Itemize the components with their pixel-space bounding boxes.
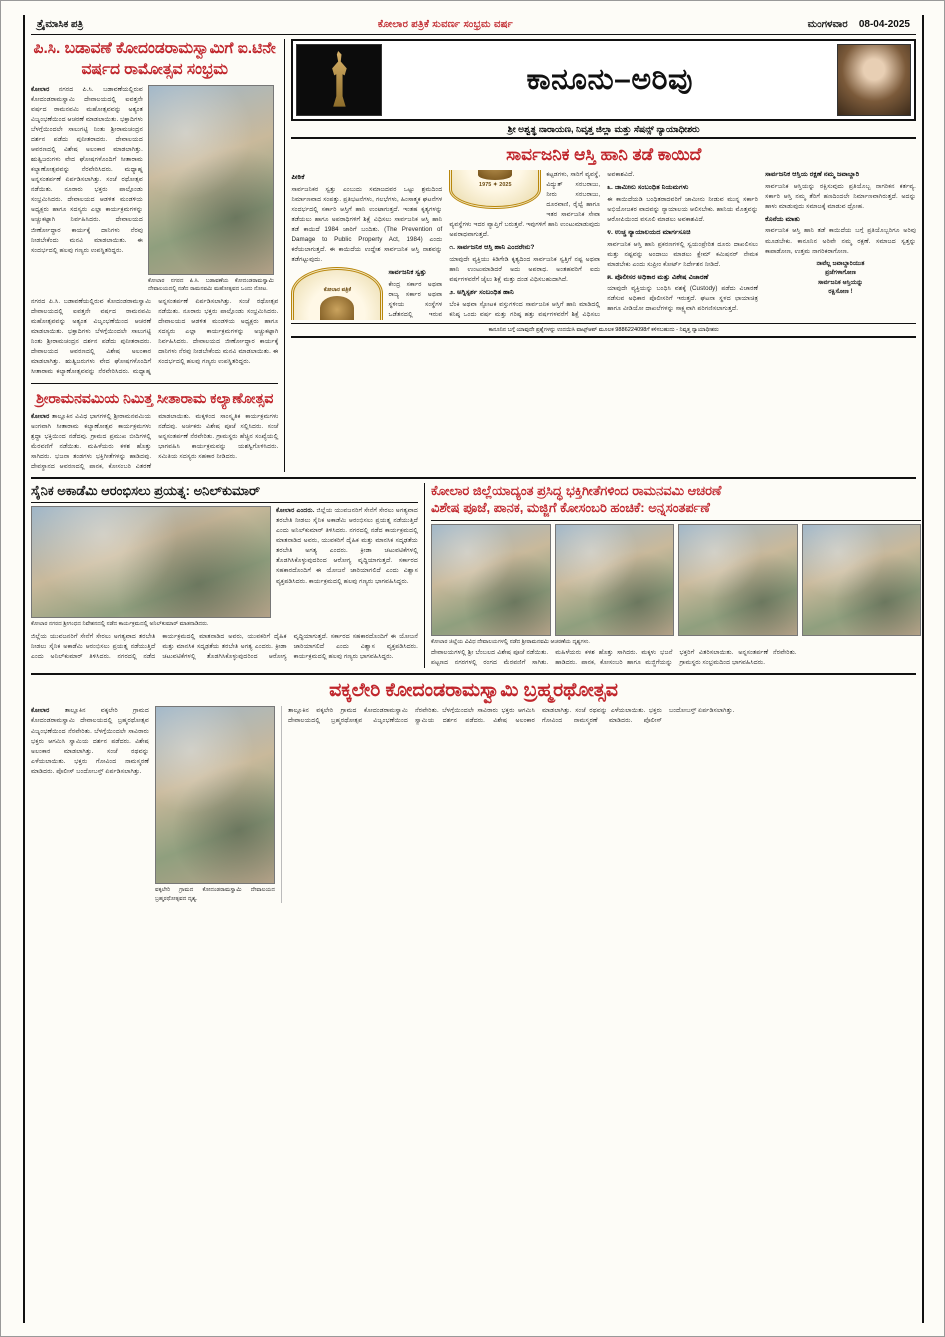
top-section	[31, 39, 916, 472]
story3-photo-caption: ಕೋಲಾರ ನಗರದ ಶ್ರೀಗಂಧದ ನಿವೇಶನದಲ್ಲಿ ನಡೆದ ಕಾರ್ಯಕ್ರಮದಲ್ಲಿ ಅನಿಲ್‌ಕುಮಾರ್ ಮಾತನಾಡಿದರು.	[31, 621, 209, 628]
story4-photo-3	[678, 524, 798, 636]
story5-block	[31, 706, 916, 903]
section-text-4: ಈ ಕಾಯಿದೆಯಡಿ ಬಂಧಿತರಾದವರಿಗೆ ಜಾಮೀನು ನೀಡುವ ಮುನ್ನ ಸರ್ಕಾರಿ ಅಭಿಯೋಜಕರ ವಾದವನ್ನು ನ್ಯಾಯಾಲಯ ಆಲಿಸಬೇಕು. ಹಾನಿಯ ಮೊತ್ತವನ್ನು ಆರೋಪಿಯಿಂದ ವಸೂಲಿ ಮಾಡಲು ಅವಕಾಶವಿದೆ.	[607, 195, 759, 223]
kanoonu-title: ಕಾನೂನು–ಅರಿವು	[526, 63, 693, 96]
author-portrait	[837, 44, 911, 116]
story2-body-text: ತಾಲ್ಲೂಕಿನ ವಿವಿಧ ಭಾಗಗಳಲ್ಲಿ ಶ್ರೀರಾಮನವಮಿಯ ಅಂಗವಾಗಿ ಸೀತಾರಾಮ ಕಲ್ಯಾಣೋತ್ಸವ ಕಾರ್ಯಕ್ರಮಗಳು ಶ್ರದ್ಧಾ ಭಕ್ತಿಯಿಂದ ನಡೆದವು. ಗ್ರಾಮದ ಪ್ರಮುಖ ಬೀದಿಗಳಲ್ಲಿ ಮೆರವಣಿಗೆ ನಡೆಯಿತು. ಮಹಿಳೆಯರು ಕಳಶ ಹೊತ್ತು ಸಾಗಿದರು. ಭಜನಾ ತಂಡಗಳು ಭಕ್ತಿಗೀತೆಗಳನ್ನು ಹಾಡಿದವು. ದೇವಸ್ಥಾನದ ಆವರಣದಲ್ಲಿ ಪಾನಕ, ಕೋಸಂಬರಿ ವಿತರಣೆ ಮಾಡಲಾಯಿತು. ಮಕ್ಕಳಿಂದ ಸಾಂಸ್ಕೃತಿಕ ಕಾರ್ಯಕ್ರಮಗಳು ನಡೆದವು. ಅರ್ಚಕರು ವಿಶೇಷ ಪೂಜೆ ಸಲ್ಲಿಸಿದರು. ಸಂಜೆ ಅನ್ನಸಂತರ್ಪಣೆ ನೆರವೇರಿತು. ಗ್ರಾಮಸ್ಥರು ಹೆಚ್ಚಿನ ಸಂಖ್ಯೆಯಲ್ಲಿ ಭಾಗವಹಿಸಿ ಕಾರ್ಯಕ್ರಮವನ್ನು ಯಶಸ್ವಿಗೊಳಿಸಿದರು. ಸಮಿತಿಯ ಸದಸ್ಯರು ಸಹಕಾರ ನೀಡಿದರು.	[31, 412, 279, 471]
story3-headline: ಸೈನಿಕ ಅಕಾಡೆಮಿ ಆರಂಭಿಸಲು ಪ್ರಯತ್ನ: ಅನಿಲ್‌ಕುಮಾರ್	[31, 483, 261, 499]
story5-body-text: ತಾಲ್ಲೂಕಿನ ವಕ್ಕಲೇರಿ ಗ್ರಾಮದ ಕೋದಂಡರಾಮಸ್ವಾಮಿ ದೇವಾಲಯದಲ್ಲಿ ಬ್ರಹ್ಮರಥೋತ್ಸವ ವಿಜೃಂಭಣೆಯಿಂದ ನೆರವೇರಿತು. ಬೆಳಗ್ಗೆಯಿಂದಲೇ ಸಾವಿರಾರು ಭಕ್ತರು ಆಗಮಿಸಿ ಸ್ವಾಮಿಯ ದರ್ಶನ ಪಡೆದರು. ವಿಶೇಷ ಅಲಂಕಾರ ಮಾಡಲಾಗಿತ್ತು. ಸಂಜೆ ರಥವನ್ನು ಎಳೆಯಲಾಯಿತು. ಭಕ್ತರು ಗೋವಿಂದ ನಾಮಸ್ಮರಣೆ ಮಾಡಿದರು. ಪೊಲೀಸ್ ಬಂದೋಬಸ್ತ್ ಏರ್ಪಡಿಸಲಾಗಿತ್ತು.	[31, 707, 149, 775]
story5-body-left	[31, 706, 149, 776]
story1-headline: ಪಿ.ಸಿ. ಬಡಾವಣೆ ಕೋದಂಡರಾಮಸ್ವಾಮಿಗೆ ಐ.ಟಿನೇ ವರ್ಷದ ರಾಮೋತ್ಸವ ಸಂಭ್ರಮ	[33, 40, 276, 78]
section-text-1: ಕೇಂದ್ರ ಸರ್ಕಾರ ಅಥವಾ ರಾಜ್ಯ ಸರ್ಕಾರ ಅಥವಾ ಸ್ಥಳೀಯ ಸಂಸ್ಥೆಗಳ ಒಡೆತನದಲ್ಲಿ ಇರುವ ಕಟ್ಟಡಗಳು, ಸಾರಿಗೆ ವ್ಯವಸ್ಥೆ, ವಿದ್ಯುತ್ ಸರಬರಾಜು, ನೀರು ಸರಬರಾಜು, ದೂರವಾಣಿ, ರೈಲ್ವೆ ಹಾಗೂ ಇತರ ಸಾರ್ವಜನಿಕ ಸೇವಾ ವ್ಯವಸ್ಥೆಗಳು ಇದರ ವ್ಯಾಪ್ತಿಗೆ ಬರುತ್ತವೆ. ಇವುಗಳಿಗೆ ಹಾನಿ ಉಂಟುಮಾಡುವುದು ಅಪರಾಧವಾಗುತ್ತದೆ.	[388, 171, 601, 318]
signature-line-1: ಪ್ರಜೆಗಳಾಗೋಣ	[825, 270, 856, 277]
left-column	[31, 39, 278, 472]
story4-headline-line1: ಕೋಲಾರ ಜಿಲ್ಲೆಯಾದ್ಯಂತ ಪ್ರಸಿದ್ಧ ಭಕ್ತಿಗೀತೆಗಳಿಂದ ರಾಮನವಮಿ ಆಚರಣೆ	[431, 483, 722, 499]
story4-body: ದೇವಾಲಯಗಳಲ್ಲಿ ಶ್ರೀ ಬೆಂಬಲದ ವಿಶೇಷ ಪೂಜೆ ನಡೆಯಿತು. ಪಟ್ಟಣದ ನಗರಗಳಲ್ಲಿ ರಂಗದ ಮೆರವಣಿಗೆ ಸಾಗಿತು. ಮಹಿಳೆಯರು ಕಳಶ ಹೊತ್ತು ಸಾಗಿದರು. ಮಕ್ಕಳು ಭಜನೆ ಹಾಡಿದರು. ಪಾನಕ, ಕೋಸಂಬರಿ ಹಾಗೂ ಮಜ್ಜಿಗೆಯನ್ನು ಭಕ್ತರಿಗೆ ವಿತರಿಸಲಾಯಿತು. ಅನ್ನಸಂತರ್ಪಣೆ ನೆರವೇರಿತು. ಗ್ರಾಮಸ್ಥರು ಸಂಭ್ರಮದಿಂದ ಭಾಗವಹಿಸಿದರು.	[431, 649, 797, 667]
section-text-5: ಸಾರ್ವಜನಿಕ ಆಸ್ತಿ ಹಾನಿ ಪ್ರಕರಣಗಳಲ್ಲಿ ಸ್ವಯಂಪ್ರೇರಿತ ದೂರು ದಾಖಲಿಸಲು ಮತ್ತು ನಷ್ಟವನ್ನು ಅಂದಾಜು ಮಾಡಲು ಕ್ಲೇಮ್ ಕಮಿಷನರ್ ನೇಮಕ ಮಾಡಬೇಕು ಎಂದು ಸುಪ್ರೀಂ ಕೋರ್ಟ್ ನಿರ್ದೇಶನ ನೀಡಿದೆ.	[607, 240, 759, 268]
story1-photo-caption: ಕೋಲಾರ ನಗರದ ಪಿ.ಸಿ. ಬಡಾವಣೆಯ ಕೋದಂಡರಾಮಸ್ವಾಮಿ ದೇವಾಲಯದಲ್ಲಿ ನಡೆದ ರಾಮನವಮಿ ಮಹೋತ್ಸವದ ಒಂದು ನೋಟ.	[148, 277, 274, 293]
masthead	[31, 15, 916, 35]
kanoonu-article-title: ಸಾರ್ವಜನಿಕ ಆಸ್ತಿ ಹಾನಿ ತಡೆ ಕಾಯಿದೆ	[506, 145, 702, 164]
story4-photo-2	[555, 524, 675, 636]
story3-dateline: ಕೋಲಾರ ಎಂದರು.	[276, 507, 315, 515]
story5-headline: ವಕ್ಕಲೇರಿ ಕೋದಂಡರಾಮಸ್ವಾಮಿ ಬ್ರಹ್ಮರಥೋತ್ಸವ	[31, 673, 916, 706]
middle-section	[31, 477, 916, 668]
story5-body-continued: ತಾಲ್ಲೂಕಿನ ವಕ್ಕಲೇರಿ ಗ್ರಾಮದ ಕೋದಂಡರಾಮಸ್ವಾಮಿ ದೇವಾಲಯದಲ್ಲಿ ಬ್ರಹ್ಮರಥೋತ್ಸವ ವಿಜೃಂಭಣೆಯಿಂದ ನೆರವೇರಿತು. ಬೆಳಗ್ಗೆಯಿಂದಲೇ ಸಾವಿರಾರು ಭಕ್ತರು ಆಗಮಿಸಿ ಸ್ವಾಮಿಯ ದರ್ಶನ ಪಡೆದರು. ವಿಶೇಷ ಅಲಂಕಾರ ಮಾಡಲಾಗಿತ್ತು. ಸಂಜೆ ರಥವನ್ನು ಎಳೆಯಲಾಯಿತು. ಭಕ್ತರು ಗೋವಿಂದ ನಾಮಸ್ಮರಣೆ ಮಾಡಿದರು. ಪೊಲೀಸ್ ಬಂದೋಬಸ್ತ್ ಏರ್ಪಡಿಸಲಾಗಿತ್ತು.	[288, 707, 735, 725]
story2-dateline: ಕೋಲಾರ	[31, 412, 50, 420]
story3-block	[31, 483, 418, 668]
story4-photo-row	[431, 524, 921, 636]
section-text-2: ಯಾವುದೇ ವ್ಯಕ್ತಿಯು ಕಿಡಿಗೇಡಿ ಕೃತ್ಯದಿಂದ ಸಾರ್ವಜನಿಕ ಸ್ವತ್ತಿಗೆ ನಷ್ಟ ಅಥವಾ ಹಾನಿ ಉಂಟುಮಾಡಿದರೆ ಅದು ಅಪರಾಧ. ಅಂತಹವರಿಗೆ ಐದು ವರ್ಷಗಳವರೆಗೆ ಜೈಲು ಶಿಕ್ಷೆ ಮತ್ತು ದಂಡ ವಿಧಿಸಬಹುದಾಗಿದೆ.	[449, 256, 601, 284]
story3-photo	[31, 506, 271, 618]
section-heading-1: ಸಾರ್ವಜನಿಕ ಸ್ವತ್ತು	[388, 269, 427, 277]
section-text-7: ಸಾರ್ವಜನಿಕ ಆಸ್ತಿಯನ್ನು ರಕ್ಷಿಸುವುದು ಪ್ರತಿಯೊಬ್ಬ ನಾಗರಿಕನ ಕರ್ತವ್ಯ. ಸರ್ಕಾರಿ ಆಸ್ತಿ ನಮ್ಮ ತೆರಿಗೆ ಹಣದಿಂದಲೇ ನಿರ್ಮಾಣವಾಗಿರುತ್ತದೆ. ಅದನ್ನು ಹಾಳು ಮಾಡುವುದು ಸಮಾಜಕ್ಕೆ ಮಾಡುವ ದ್ರೋಹ.	[765, 182, 916, 210]
story4-headline-line2: ವಿಶೇಷ ಪೂಜೆ, ಪಾನಕ, ಮಜ್ಜಿಗೆ ಕೋಸಂಬರಿ ಹಂಚಿಕೆ: ಅನ್ನಸಂತರ್ಪಣೆ	[431, 500, 710, 516]
story5-photo	[155, 706, 275, 884]
story1-body-part1	[31, 85, 143, 256]
story4-block	[424, 483, 921, 668]
page-inner	[23, 15, 924, 1323]
section-heading-8: ಕೊನೆಯ ಮಾತು	[765, 215, 800, 223]
signature-line-2: ಸಾರ್ವಜನಿಕ ಆಸ್ತಿಯನ್ನು	[817, 279, 864, 286]
story2-body	[31, 412, 278, 472]
logo-line1: ಕೋಲಾರ ಪತ್ರಿಕೆ	[323, 287, 352, 294]
story2-headline: ಶ್ರೀರಾಮನವಮಿಯ ನಿಮಿತ್ತ ಸೀತಾರಾಮ ಕಲ್ಯಾಣೋತ್ಸವ	[31, 383, 278, 408]
section-text-8: ಸಾರ್ವಜನಿಕ ಆಸ್ತಿ ಹಾನಿ ತಡೆ ಕಾಯಿದೆಯ ಬಗ್ಗೆ ಪ್ರತಿಯೊಬ್ಬರಿಗೂ ಅರಿವು ಮೂಡಬೇಕು. ಕಾನೂನಿನ ಅರಿವೇ ನಮ್ಮ ರಕ್ಷಣೆ. ಸಮಾಜದ ಸ್ವತ್ತನ್ನು ಕಾಪಾಡೋಣ, ಉತ್ತಮ ನಾಗರಿಕರಾಗೋಣ.	[765, 227, 916, 255]
section-heading-6: ೫. ಪೊಲೀಸರ ಅಧಿಕಾರ ಮತ್ತು ವಿಶೇಷ ವಿಚಾರಣೆ	[607, 273, 709, 281]
justice-statue-icon	[296, 44, 382, 116]
section-heading-7: ಸಾರ್ವಜನಿಕ ಆಸ್ತಿಯ ರಕ್ಷಣೆ ನಮ್ಮ ಜವಾಬ್ದಾರಿ	[765, 171, 860, 178]
section-text-3: ಬೆಂಕಿ ಅಥವಾ ಸ್ಫೋಟಕ ವಸ್ತುಗಳಿಂದ ಸಾರ್ವಜನಿಕ ಆಸ್ತಿಗೆ ಹಾನಿ ಮಾಡಿದಲ್ಲಿ ಕನಿಷ್ಠ ಒಂದು ವರ್ಷ ಮತ್ತು ಗರಿಷ್ಠ ಹತ್ತು ವರ್ಷಗಳವರೆಗೆ ಶಿಕ್ಷೆ ವಿಧಿಸಲು ಅವಕಾಶವಿದೆ.	[449, 171, 635, 318]
kanoonu-banner	[291, 39, 916, 121]
masthead-day: ಮಂಗಳವಾರ	[807, 18, 848, 30]
story1-body-text: ನಗರದ ಪಿ.ಸಿ. ಬಡಾವಣೆಯಲ್ಲಿರುವ ಕೋದಂಡರಾಮಸ್ವಾಮಿ ದೇವಾಲಯದಲ್ಲಿ ಐವತ್ತನೇ ವರ್ಷದ ರಾಮನವಮಿ ಮಹೋತ್ಸವವನ್ನು ಅತ್ಯಂತ ವಿಜೃಂಭಣೆಯಿಂದ ಆಚರಣೆ ಮಾಡಲಾಯಿತು. ಭಕ್ತಾದಿಗಳು ಬೆಳಗ್ಗೆಯಿಂದಲೇ ಸಾಲುಗಟ್ಟಿ ನಿಂತು ಶ್ರೀರಾಮಚಂದ್ರನ ದರ್ಶನ ಪಡೆದು ಪುನೀತರಾದರು. ದೇವಾಲಯದ ಆವರಣದಲ್ಲಿ ವಿಶೇಷ ಅಲಂಕಾರ ಮಾಡಲಾಗಿತ್ತು. ಋತ್ವಿಜರುಗಳು ವೇದ ಘೋಷಗಳೊಂದಿಗೆ ಸೀತಾರಾಮ ಕಲ್ಯಾಣೋತ್ಸವವನ್ನು ನೆರವೇರಿಸಿದರು. ಮಧ್ಯಾಹ್ನ ಅನ್ನಸಂತರ್ಪಣೆ ಏರ್ಪಡಿಸಲಾಗಿತ್ತು. ಸಂಜೆ ರಥೋತ್ಸವ ನಡೆಯಿತು. ನೂರಾರು ಭಕ್ತರು ಪಾಲ್ಗೊಂಡು ಸಂಭ್ರಮಿಸಿದರು. ದೇವಾಲಯದ ಆಡಳಿತ ಮಂಡಳಿಯ ಅಧ್ಯಕ್ಷರು ಹಾಗೂ ಸದಸ್ಯರು ಎಲ್ಲಾ ಕಾರ್ಯಕ್ರಮಗಳನ್ನು ಅಚ್ಚುಕಟ್ಟಾಗಿ ನಿರ್ವಹಿಸಿದರು. ದೇವಾಲಯದ ಜೀರ್ಣೋದ್ಧಾರ ಕಾರ್ಯಕ್ಕೆ ದಾನಿಗಳು ನೆರವು ನೀಡಬೇಕೆಂದು ಮನವಿ ಮಾಡಲಾಯಿತು. ಈ ಸಂದರ್ಭದಲ್ಲಿ ಹಲವು ಗಣ್ಯರು ಉಪಸ್ಥಿತರಿದ್ದರು.	[31, 85, 143, 254]
masthead-date-value: 08-04-2025	[858, 18, 910, 30]
story4-photo-caption: ಕೋಲಾರ ಜಿಲ್ಲೆಯ ವಿವಿಧ ದೇವಾಲಯಗಳಲ್ಲಿ ನಡೆದ ಶ್ರೀರಾಮನವಮಿ ಆಚರಣೆಯ ದೃಶ್ಯಗಳು.	[431, 638, 590, 645]
story3-body	[276, 506, 418, 586]
kanoonu-column	[284, 39, 916, 472]
story1-body-continued: ನಗರದ ಪಿ.ಸಿ. ಬಡಾವಣೆಯಲ್ಲಿರುವ ಕೋದಂಡರಾಮಸ್ವಾಮಿ ದೇವಾಲಯದಲ್ಲಿ ಐವತ್ತನೇ ವರ್ಷದ ರಾಮನವಮಿ ಮಹೋತ್ಸವವನ್ನು ಅತ್ಯಂತ ವಿಜೃಂಭಣೆಯಿಂದ ಆಚರಣೆ ಮಾಡಲಾಯಿತು. ಭಕ್ತಾದಿಗಳು ಬೆಳಗ್ಗೆಯಿಂದಲೇ ಸಾಲುಗಟ್ಟಿ ನಿಂತು ಶ್ರೀರಾಮಚಂದ್ರನ ದರ್ಶನ ಪಡೆದು ಪುನೀತರಾದರು. ದೇವಾಲಯದ ಆವರಣದಲ್ಲಿ ವಿಶೇಷ ಅಲಂಕಾರ ಮಾಡಲಾಗಿತ್ತು. ಋತ್ವಿಜರುಗಳು ವೇದ ಘೋಷಗಳೊಂದಿಗೆ ಸೀತಾರಾಮ ಕಲ್ಯಾಣೋತ್ಸವವನ್ನು ನೆರವೇರಿಸಿದರು. ಮಧ್ಯಾಹ್ನ ಅನ್ನಸಂತರ್ಪಣೆ ಏರ್ಪಡಿಸಲಾಗಿತ್ತು. ಸಂಜೆ ರಥೋತ್ಸವ ನಡೆಯಿತು. ನೂರಾರು ಭಕ್ತರು ಪಾಲ್ಗೊಂಡು ಸಂಭ್ರಮಿಸಿದರು. ದೇವಾಲಯದ ಆಡಳಿತ ಮಂಡಳಿಯ ಅಧ್ಯಕ್ಷರು ಹಾಗೂ ಸದಸ್ಯರು ಎಲ್ಲಾ ಕಾರ್ಯಕ್ರಮಗಳನ್ನು ಅಚ್ಚುಕಟ್ಟಾಗಿ ನಿರ್ವಹಿಸಿದರು. ದೇವಾಲಯದ ಜೀರ್ಣೋದ್ಧಾರ ಕಾರ್ಯಕ್ಕೆ ದಾನಿಗಳು ನೆರವು ನೀಡಬೇಕೆಂದು ಮನವಿ ಮಾಡಲಾಯಿತು. ಈ ಸಂದರ್ಭದಲ್ಲಿ ಹಲವು ಗಣ್ಯರು ಉಪಸ್ಥಿತರಿದ್ದರು.	[31, 297, 279, 375]
section-text-6: ಯಾವುದೇ ವ್ಯಕ್ತಿಯನ್ನು ಬಂಧಿಸಿ ವಶಕ್ಕೆ (Custody) ಪಡೆದು ವಿಚಾರಣೆ ನಡೆಸುವ ಅಧಿಕಾರ ಪೊಲೀಸರಿಗೆ ಇರುತ್ತದೆ. ಘಟನಾ ಸ್ಥಳದ ಛಾಯಾಚಿತ್ರ ಹಾಗೂ ವೀಡಿಯೋ ದಾಖಲೆಗಳನ್ನು ಸಾಕ್ಷ್ಯವಾಗಿ ಪರಿಗಣಿಸಲಾಗುತ್ತದೆ.	[607, 285, 759, 313]
masthead-date	[808, 19, 910, 30]
section-heading-4: ೩. ಜಾಮೀನು ಸಂಬಂಧಿತ ನಿಯಮಗಳು	[607, 184, 689, 192]
kanoonu-signature	[765, 260, 916, 298]
section-text-0: ಸಾರ್ವಜನಿಕರ ಸ್ವತ್ತು ಎಂಬುದು ಸಮಾಜದವರ ಒಟ್ಟು ಶ್ರಮದಿಂದ ನಿರ್ಮಾಣವಾದ ಸಂಪತ್ತು. ಪ್ರತಿಭಟನೆಗಳು, ಗಲಭೆಗಳು, ಹಿಂಸಾತ್ಮಕ ಘಟನೆಗಳ ಸಂದರ್ಭದಲ್ಲಿ ಸರ್ಕಾರಿ ಆಸ್ತಿಗೆ ಹಾನಿ ಉಂಟಾಗುತ್ತದೆ. ಇಂತಹ ಕೃತ್ಯಗಳನ್ನು ತಡೆಯಲು ಹಾಗೂ ಅಪರಾಧಿಗಳಿಗೆ ಶಿಕ್ಷೆ ವಿಧಿಸಲು ಸಾರ್ವಜನಿಕ ಆಸ್ತಿ ಹಾನಿ ತಡೆ ಕಾಯಿದೆ 1984 ಜಾರಿಗೆ ಬಂದಿತು. (The Prevention of Damage to Public Property Act, 1984) ಎಂದು ಕರೆಯಲಾಗುತ್ತದೆ. ಈ ಕಾಯಿದೆಯ ಉದ್ದೇಶ ಸಾರ್ವಜನಿಕ ಆಸ್ತಿ ನಾಶವನ್ನು ತಡೆಗಟ್ಟುವುದು.	[291, 185, 443, 263]
story5-dateline: ಕೋಲಾರ	[31, 707, 50, 715]
kanoonu-article-body	[291, 170, 916, 320]
section-heading-2: ೧. ಸಾರ್ವಜನಿಕ ಆಸ್ತಿ ಹಾನಿ ಎಂದರೇನು?	[449, 244, 535, 252]
signature-line-0: ನಾವೆಲ್ಲ ಜವಾಬ್ದಾರಿಯುತ	[816, 260, 865, 267]
section-heading-5: ೪. ಉಚ್ಚ ನ್ಯಾಯಾಲಯದ ಮಾರ್ಗಸೂಚಿ	[607, 228, 691, 236]
section-heading-3: ೨. ಅಗ್ನಿಸ್ಪರ್ಶ ಸಂಬಂಧಿತ ಹಾನಿ	[449, 289, 514, 297]
story5-photo-caption: ವಕ್ಕಲೇರಿ ಗ್ರಾಮದ ಕೋದಂಡರಾಮಸ್ವಾಮಿ ದೇವಾಲಯದ ಬ್ರಹ್ಮರಥೋತ್ಸವದ ದೃಶ್ಯ.	[155, 887, 275, 902]
story4-photo-4	[802, 524, 922, 636]
logo-years: 1975 ✦ 2025	[479, 182, 512, 189]
masthead-center-label: ಕೋಲಾರ ಪತ್ರಿಕೆ ಸುವರ್ಣ ಸಂಭ್ರಮ ವರ್ಷ	[377, 18, 513, 30]
story1-photo	[148, 85, 274, 275]
story4-photo-1	[431, 524, 551, 636]
story3-body-text: ಜಿಲ್ಲೆಯ ಯುವಜನರಿಗೆ ಸೇನೆಗೆ ಸೇರಲು ಅಗತ್ಯವಾದ ತರಬೇತಿ ನೀಡಲು ಸೈನಿಕ ಅಕಾಡೆಮಿ ಆರಂಭಿಸಲು ಪ್ರಯತ್ನ ನಡೆಯುತ್ತಿದೆ ಎಂದು ಅನಿಲ್‌ಕುಮಾರ್ ತಿಳಿಸಿದರು. ನಗರದಲ್ಲಿ ನಡೆದ ಕಾರ್ಯಕ್ರಮದಲ್ಲಿ ಮಾತನಾಡಿದ ಅವರು, ಯುವಕರಿಗೆ ದೈಹಿಕ ಮತ್ತು ಮಾನಸಿಕ ಸದೃಢತೆಯ ತರಬೇತಿ ಅಗತ್ಯ ಎಂದರು. ಕ್ರೀಡಾ ಚಟುವಟಿಕೆಗಳಲ್ಲಿ ತೊಡಗಿಸಿಕೊಳ್ಳುವುದರಿಂದ ಆರೋಗ್ಯ ವೃದ್ಧಿಯಾಗುತ್ತದೆ. ಸರ್ಕಾರದ ಸಹಕಾರದೊಂದಿಗೆ ಈ ಯೋಜನೆ ಜಾರಿಯಾಗಲಿದೆ ಎಂದು ವಿಶ್ವಾಸ ವ್ಯಕ್ತಪಡಿಸಿದರು. ಕಾರ್ಯಕ್ರಮದಲ್ಲಿ ಹಲವು ಗಣ್ಯರು ಭಾಗವಹಿಸಿದ್ದರು.	[276, 507, 418, 585]
signature-line-3: ರಕ್ಷಿಸೋಣ !	[828, 289, 853, 296]
kanoonu-subtitle: ಶ್ರೀ ಅಶ್ವತ್ಥ ನಾರಾಯಣ, ನಿವೃತ್ತ ಜಿಲ್ಲಾ ಮತ್ತು ಸೆಷನ್ಸ್ ನ್ಯಾಯಾಧೀಶರು	[291, 121, 916, 139]
masthead-left-label: ತ್ರೈಮಾಸಿಕ ಪತ್ರಿ	[37, 18, 84, 30]
section-heading-0: ಪೀಠಿಕೆ	[291, 174, 305, 181]
story1-dateline: ಕೋಲಾರ	[31, 85, 50, 93]
story3-body-continued: ಜಿಲ್ಲೆಯ ಯುವಜನರಿಗೆ ಸೇನೆಗೆ ಸೇರಲು ಅಗತ್ಯವಾದ ತರಬೇತಿ ನೀಡಲು ಸೈನಿಕ ಅಕಾಡೆಮಿ ಆರಂಭಿಸಲು ಪ್ರಯತ್ನ ನಡೆಯುತ್ತಿದೆ ಎಂದು ಅನಿಲ್‌ಕುಮಾರ್ ತಿಳಿಸಿದರು. ನಗರದಲ್ಲಿ ನಡೆದ ಕಾರ್ಯಕ್ರಮದಲ್ಲಿ ಮಾತನಾಡಿದ ಅವರು, ಯುವಕರಿಗೆ ದೈಹಿಕ ಮತ್ತು ಮಾನಸಿಕ ಸದೃಢತೆಯ ತರಬೇತಿ ಅಗತ್ಯ ಎಂದರು. ಕ್ರೀಡಾ ಚಟುವಟಿಕೆಗಳಲ್ಲಿ ತೊಡಗಿಸಿಕೊಳ್ಳುವುದರಿಂದ ಆರೋಗ್ಯ ವೃದ್ಧಿಯಾಗುತ್ತದೆ. ಸರ್ಕಾರದ ಸಹಕಾರದೊಂದಿಗೆ ಈ ಯೋಜನೆ ಜಾರಿಯಾಗಲಿದೆ ಎಂದು ವಿಶ್ವಾಸ ವ್ಯಕ್ತಪಡಿಸಿದರು. ಕಾರ್ಯಕ್ರಮದಲ್ಲಿ ಹಲವು ಗಣ್ಯರು ಭಾಗವಹಿಸಿದ್ದರು.	[31, 632, 418, 660]
kanoonu-footer-note: ಕಾನೂನಿನ ಬಗ್ಗೆ ಯಾವುದೇ ಪ್ರಶ್ನೆಗಳನ್ನು ಉದಯಿಸಿ ವಾಟ್ಸ್‌ಆಪ್ ಮೂಲಕ 9886224098ಗೆ ಕಳಿಸಬಹುದು - ನಿವೃತ್ತ ನ್ಯಾಯಾಧೀಶರು	[291, 323, 916, 338]
